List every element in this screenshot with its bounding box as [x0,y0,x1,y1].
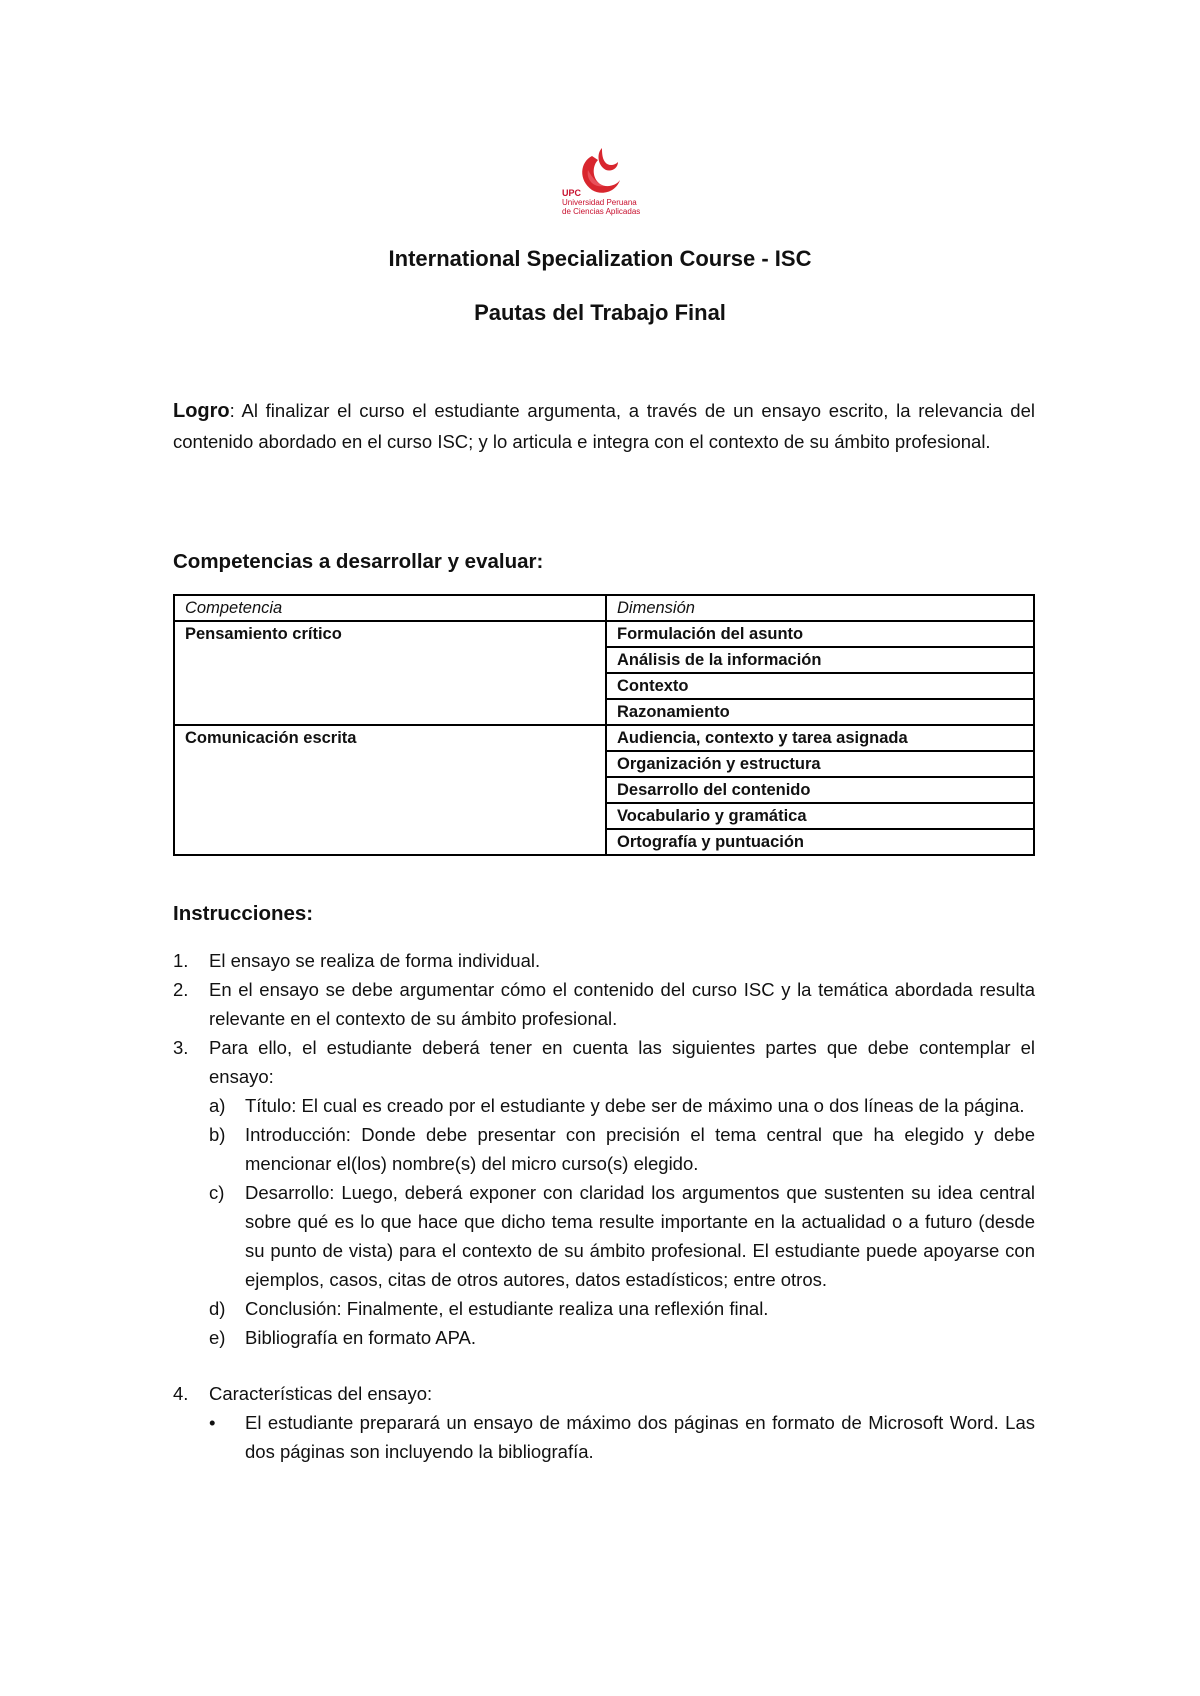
sub-item-letter: a) [209,1095,226,1116]
competencias-heading: Competencias a desarrollar y evaluar: [173,550,544,573]
sub-item [173,1091,1035,1120]
sub-item-letter: b) [209,1124,226,1145]
logro-text: : Al finalizar el curso el estudiante argumenta, a través de un ensayo escrito, la relevancia del contenido abordado en el curso ISC; y lo articula e integra con el contexto de su ámbito profesional. [173,400,1035,452]
header-competencia: Competencia [174,595,606,621]
competencias-table [173,594,1035,856]
sub-item [173,1294,1035,1323]
table-row [174,621,1034,647]
item-text: Para ello, el estudiante deberá tener en cuenta las siguientes partes que debe contemplar el ensayo: [209,1037,1035,1087]
logo-line1: Universidad Peruana [562,198,637,207]
instrucciones-heading: Instrucciones: [173,902,314,925]
logo-line2: de Ciencias Aplicadas [562,207,641,216]
item-number: 4. [173,1383,189,1404]
bullet-item [173,1408,1035,1466]
dimension-cell: Razonamiento [606,699,1034,725]
item-text: En el ensayo se debe argumentar cómo el contenido del curso ISC y la temática abordada resulta relevante en el contexto de su ámbito profesional. [209,979,1035,1029]
table-row [174,725,1034,751]
list-item [173,946,1035,975]
bullet-mark: • [209,1412,216,1433]
sub-item-text: Bibliografía en formato APA. [245,1327,477,1348]
sub-item-letter: d) [209,1298,226,1319]
logo-brand: UPC [562,188,582,198]
item-number: 2. [173,979,189,1000]
sub-item [173,1178,1035,1294]
sub-item [173,1120,1035,1178]
sub-item-text: Introducción: Donde debe presentar con precisión el tema central que ha elegido y debe mencionar el(los) nombre(s) del micro curso(s) elegido. [245,1124,1035,1174]
sub-item-text: Desarrollo: Luego, deberá exponer con claridad los argumentos que sustenten su idea central sobre qué es lo que hace que dicho tema resulte importante en la actualidad o a futuro (desde su punto de vista) para el contexto de su ámbito profesional. El estudiante puede apoyarse con ejemplos, casos, citas de otros autores, datos estadísticos; entre otros. [245,1182,1035,1290]
dimension-cell: Formulación del asunto [606,621,1034,647]
sub-item-text: Conclusión: Finalmente, el estudiante realiza una reflexión final. [245,1298,769,1319]
dimension-cell: Organización y estructura [606,751,1034,777]
item-text: Características del ensayo: [209,1383,433,1404]
list-item [173,1033,1035,1091]
dimension-cell: Ortografía y puntuación [617,833,805,851]
item-number: 3. [173,1037,189,1058]
sub-item-letter: e) [209,1327,226,1348]
dimension-cell: Análisis de la información [606,647,1034,673]
logro-label: Logro [173,400,230,422]
dimension-cell: Desarrollo del contenido [606,777,1034,803]
competencia-cell: Pensamiento crítico [174,621,606,725]
list-item [173,975,1035,1033]
bullet-text: El estudiante preparará un ensayo de máximo dos páginas en formato de Microsoft Word. Las dos páginas son incluyendo la bibliografía. [245,1412,1035,1462]
table-header-row [174,595,1034,621]
dimension-cell: Audiencia, contexto y tarea asignada [606,725,1034,751]
document-subtitle: Pautas del Trabajo Final [474,300,726,325]
logo-text [562,189,640,216]
instrucciones-list [173,946,1035,1466]
sub-item-text: Título: El cual es creado por el estudiante y debe ser de máximo una o dos líneas de la página. [245,1095,1025,1116]
list-item [173,1379,1035,1408]
header-dimension: Dimensión [606,595,1034,621]
sub-item [173,1323,1035,1352]
dimension-cell: Vocabulario y gramática [606,803,1034,829]
item-number: 1. [173,950,189,971]
logro-paragraph [173,396,1035,456]
item-text: El ensayo se realiza de forma individual. [209,950,541,971]
document-title: International Specialization Course - ISC [388,246,812,271]
sub-item-letter: c) [209,1182,225,1203]
competencia-cell: Comunicación escrita [174,725,606,855]
dimension-cell: Contexto [606,673,1034,699]
